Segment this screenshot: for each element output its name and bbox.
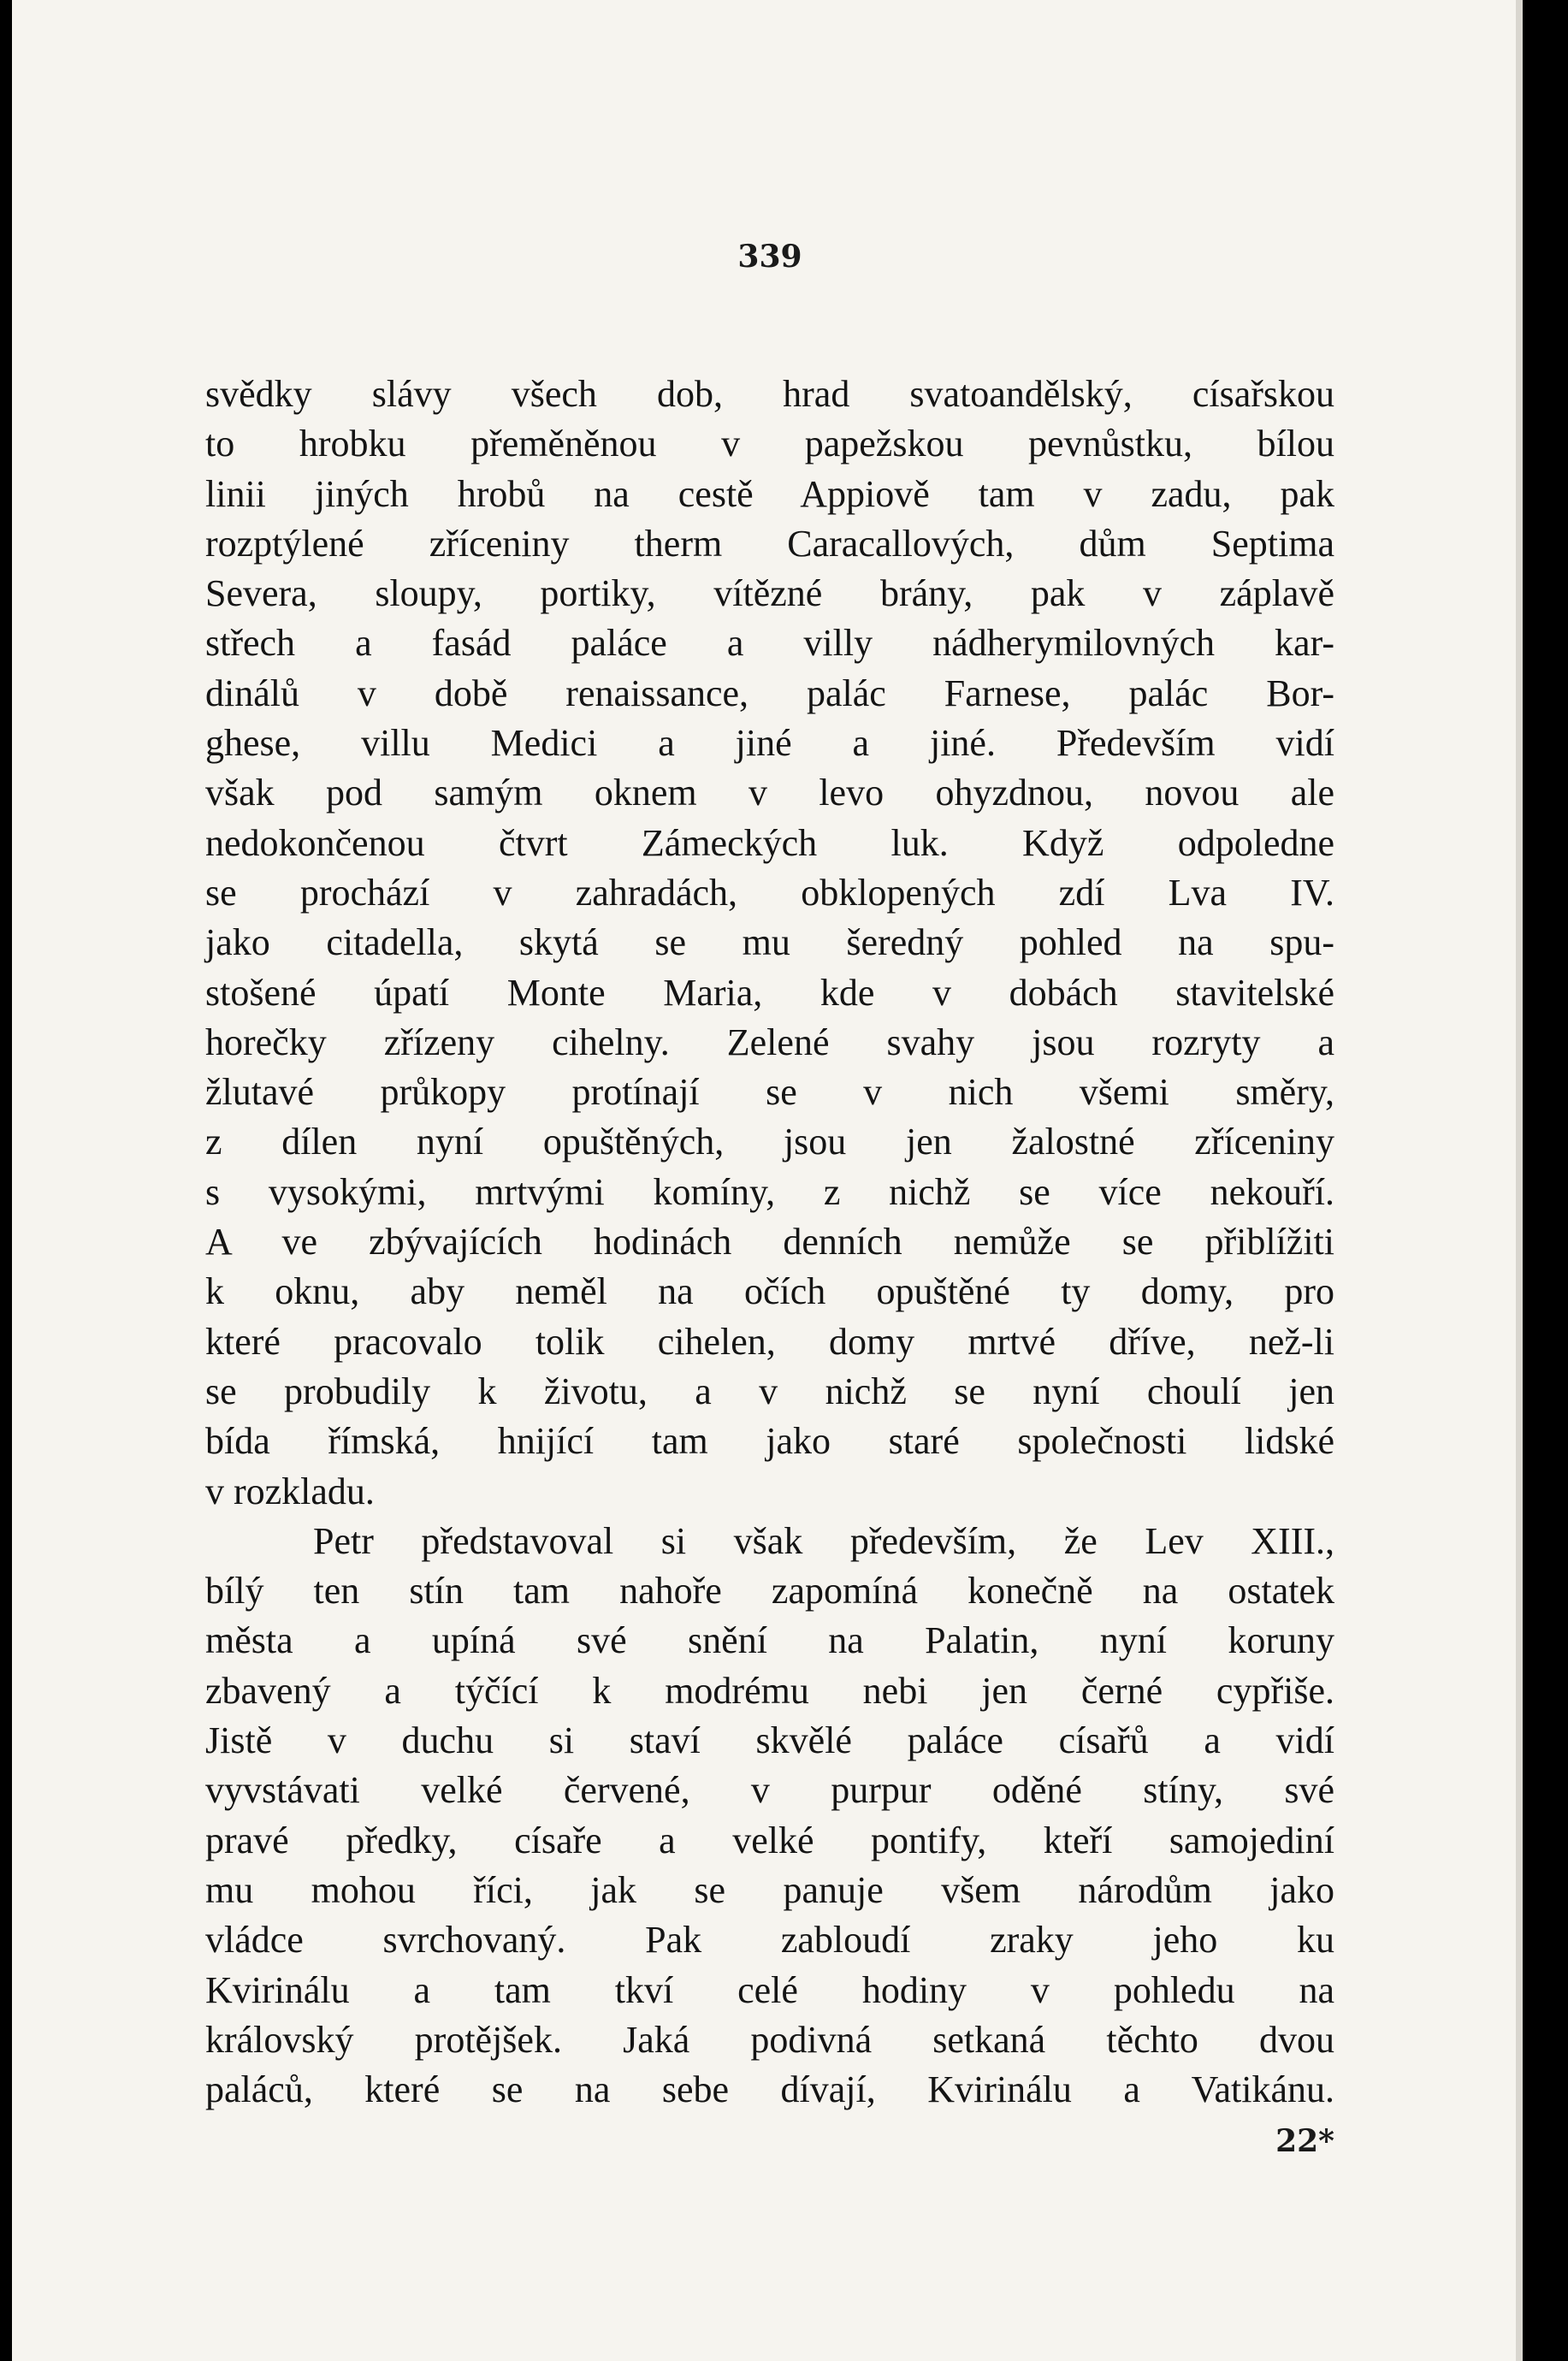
text-line: Jistě v duchu si staví skvělé paláce císařů a vidí [205, 1719, 1334, 1762]
text-line: horečky zřízeny cihelny. Zelené svahy jsou rozryty a [205, 1021, 1334, 1063]
text-line: města a upíná své snění na Palatin, nyní koruny [205, 1619, 1334, 1662]
text-line: se probudily k životu, a v nichž se nyní choulí jen [205, 1370, 1334, 1412]
text-line: žlutavé průkopy protínají se v nich všemi směry, [205, 1071, 1334, 1114]
text-line: Petr představoval si však především, že Lev XIII., [313, 1519, 1334, 1562]
text-line: nedokončenou čtvrt Zámeckých luk. Když odpoledne [205, 821, 1334, 864]
text-line: však pod samým oknem v levo ohyzdnou, novou ale [205, 772, 1334, 814]
text-line: královský protějšek. Jaká podivná setkaná těchto dvou [205, 2018, 1334, 2061]
text-line: které pracovalo tolik cihelen, domy mrtvé dříve, než-li [205, 1320, 1334, 1363]
text-line: Severa, sloupy, portiky, vítězné brány, pak v záplavě [205, 572, 1334, 615]
text-line: vyvstávati velké červené, v purpur oděné stíny, své [205, 1769, 1334, 1812]
text-line: k oknu, aby neměl na očích opuštěné ty domy, pro [205, 1270, 1334, 1313]
text-line: jako citadella, skytá se mu šeredný pohled na spu- [205, 921, 1334, 964]
text-line: pravé předky, císaře a velké pontify, kteří samojediní [205, 1819, 1334, 1861]
text-line: paláců, které se na sebe dívají, Kvirinálu a Vatikánu. [205, 2068, 1334, 2111]
text-line: rozptýlené zříceniny therm Caracallových, dům Septima [205, 522, 1334, 565]
text-line: bída římská, hnijící tam jako staré společnosti lidské [205, 1420, 1334, 1463]
page-number: 339 [737, 239, 802, 275]
text-line: se prochází v zahradách, obklopených zdí Lva IV. [205, 871, 1334, 914]
text-line: bílý ten stín tam nahoře zapomíná konečně na ostatek [205, 1570, 1334, 1612]
text-line: z dílen nyní opuštěných, jsou jen žalostné zříceniny [205, 1121, 1334, 1163]
text-line: stošené úpatí Monte Maria, kde v dobách stavitelské [205, 971, 1334, 1014]
text-line: v rozkladu. [205, 1470, 375, 1512]
text-line: svědky slávy všech dob, hrad svatoandělský, císařskou [205, 373, 1334, 415]
signature-mark: 22* [1275, 2122, 1334, 2159]
text-line: to hrobku přeměněnou v papežskou pevnůstku, bílou [205, 423, 1334, 465]
text-line: vládce svrchovaný. Pak zabloudí zraky jeho ku [205, 1919, 1334, 1962]
page-edge [1516, 0, 1523, 2361]
book-page [12, 0, 1523, 2361]
text-line: zbavený a týčící k modrému nebi jen černé cypřiše. [205, 1669, 1334, 1712]
text-line: A ve zbývajících hodinách denních nemůže se přiblížiti [205, 1221, 1334, 1263]
text-line: dinálů v době renaissance, palác Farnese, palác Bor- [205, 672, 1334, 714]
body-text [205, 370, 1334, 2115]
text-line: mu mohou říci, jak se panuje všem národům jako [205, 1868, 1334, 1911]
text-line: ghese, villu Medici a jiné a jiné. Především vidí [205, 722, 1334, 765]
text-line: s vysokými, mrtvými komíny, z nichž se více nekouří. [205, 1170, 1334, 1213]
text-line: střech a fasád paláce a villy nádherymilovných kar- [205, 622, 1334, 665]
text-line: linii jiných hrobů na cestě Appiově tam v zadu, pak [205, 472, 1334, 515]
text-line: Kvirinálu a tam tkví celé hodiny v pohledu na [205, 1968, 1334, 2011]
